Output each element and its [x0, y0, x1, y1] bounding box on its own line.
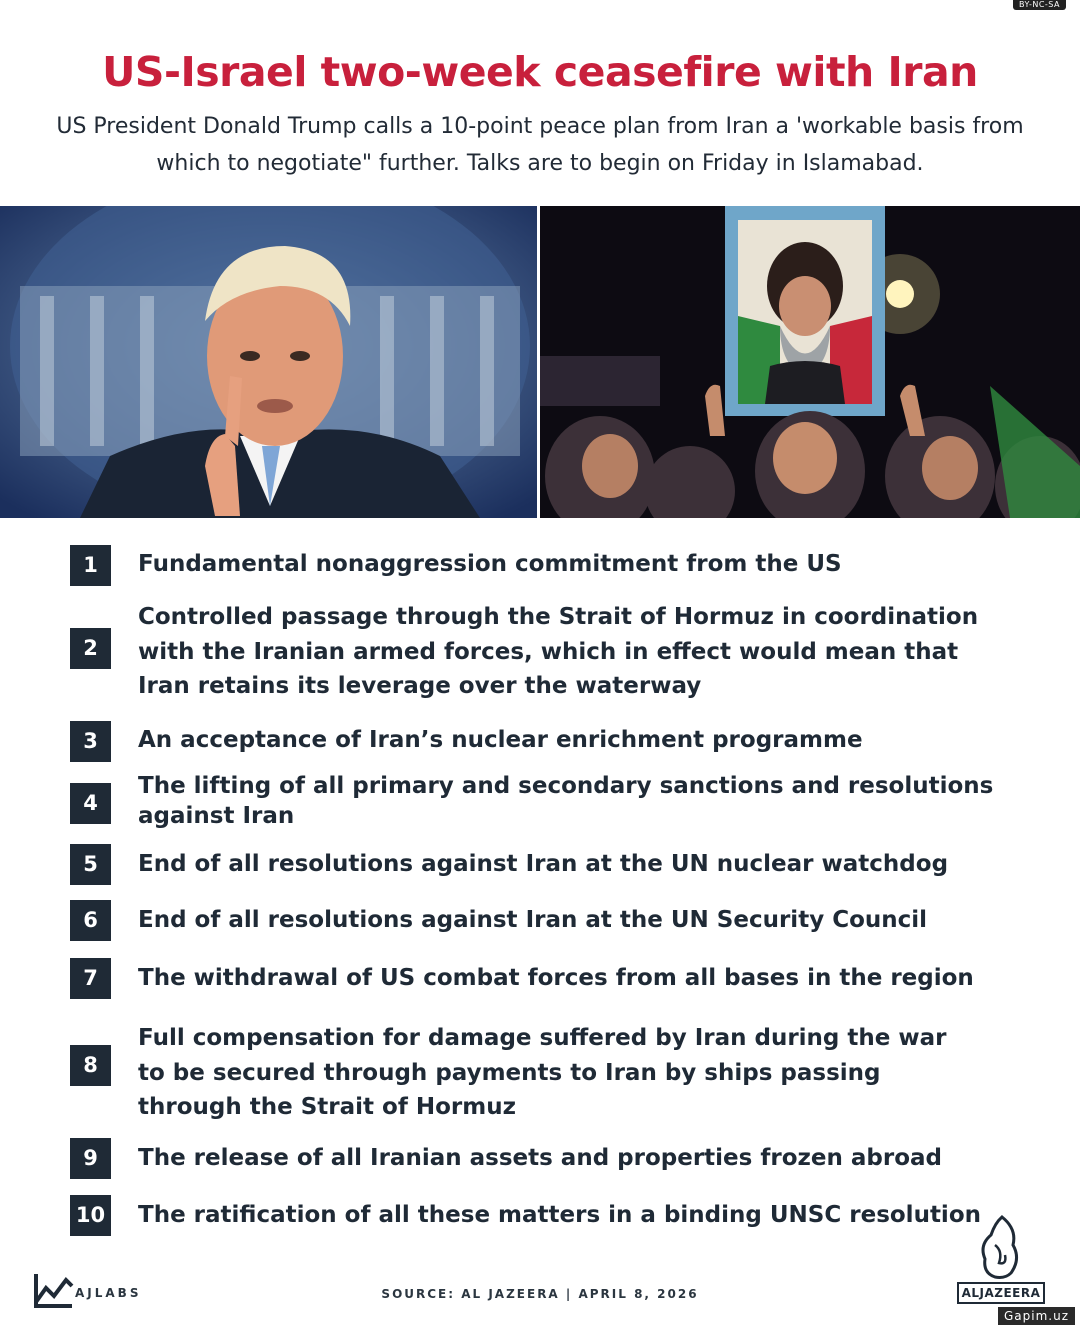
protest-photo [540, 206, 1080, 518]
page-subtitle: US President Donald Trump calls a 10-point peace plan from Iran a 'workable basis from which to negotiate" further. Talks are to begin on Friday in Islamabad. [56, 114, 1024, 176]
point-text: End of all resolutions against Iran at the UN Security Council [138, 907, 928, 933]
point-text: End of all resolutions against Iran at the UN nuclear watchdog [138, 851, 949, 877]
aljazeera-wordmark: ALJAZEERA [957, 1282, 1045, 1304]
point-text: Controlled passage through the Strait of Hormuz in coordination with the Iranian armed forces, which in effect would mean that Iran retains its leverage over the waterway [138, 604, 979, 699]
point-number: 1 [70, 545, 111, 586]
point-text: The lifting of all primary and secondary sanctions and resolutions against Iran [138, 773, 994, 829]
point-number: 5 [70, 844, 111, 885]
point-text: Fundamental nonaggression commitment from the US [138, 551, 842, 577]
point-text: Full compensation for damage suffered by Iran during the war to be secured through payments to Iran by ships passing through the Strait of Hormuz [138, 1025, 947, 1120]
point-text: The ratification of all these matters in a binding UNSC resolution [138, 1202, 981, 1228]
ajlabs-wordmark: AJLABS [75, 1286, 142, 1300]
source-line: SOURCE: AL JAZEERA | APRIL 8, 2026 [381, 1287, 699, 1301]
point-number: 9 [70, 1138, 111, 1179]
point-number: 2 [70, 628, 111, 669]
point-number: 3 [70, 721, 111, 762]
point-text: The withdrawal of US combat forces from all bases in the region [138, 965, 974, 991]
trump-photo [0, 206, 537, 518]
point-number: 6 [70, 900, 111, 941]
watermark: Gapim.uz [998, 1307, 1075, 1325]
point-number: 7 [70, 958, 111, 999]
page-title: US-Israel two-week ceasefire with Iran [102, 48, 978, 96]
photo-strip [0, 206, 1080, 518]
license-badge: BY-NC-SA [1013, 0, 1066, 10]
point-number: 8 [70, 1045, 111, 1086]
point-number: 4 [70, 783, 111, 824]
point-text: The release of all Iranian assets and properties frozen abroad [138, 1145, 942, 1171]
point-text: An acceptance of Iran’s nuclear enrichment programme [138, 727, 863, 753]
point-number: 10 [70, 1195, 111, 1236]
